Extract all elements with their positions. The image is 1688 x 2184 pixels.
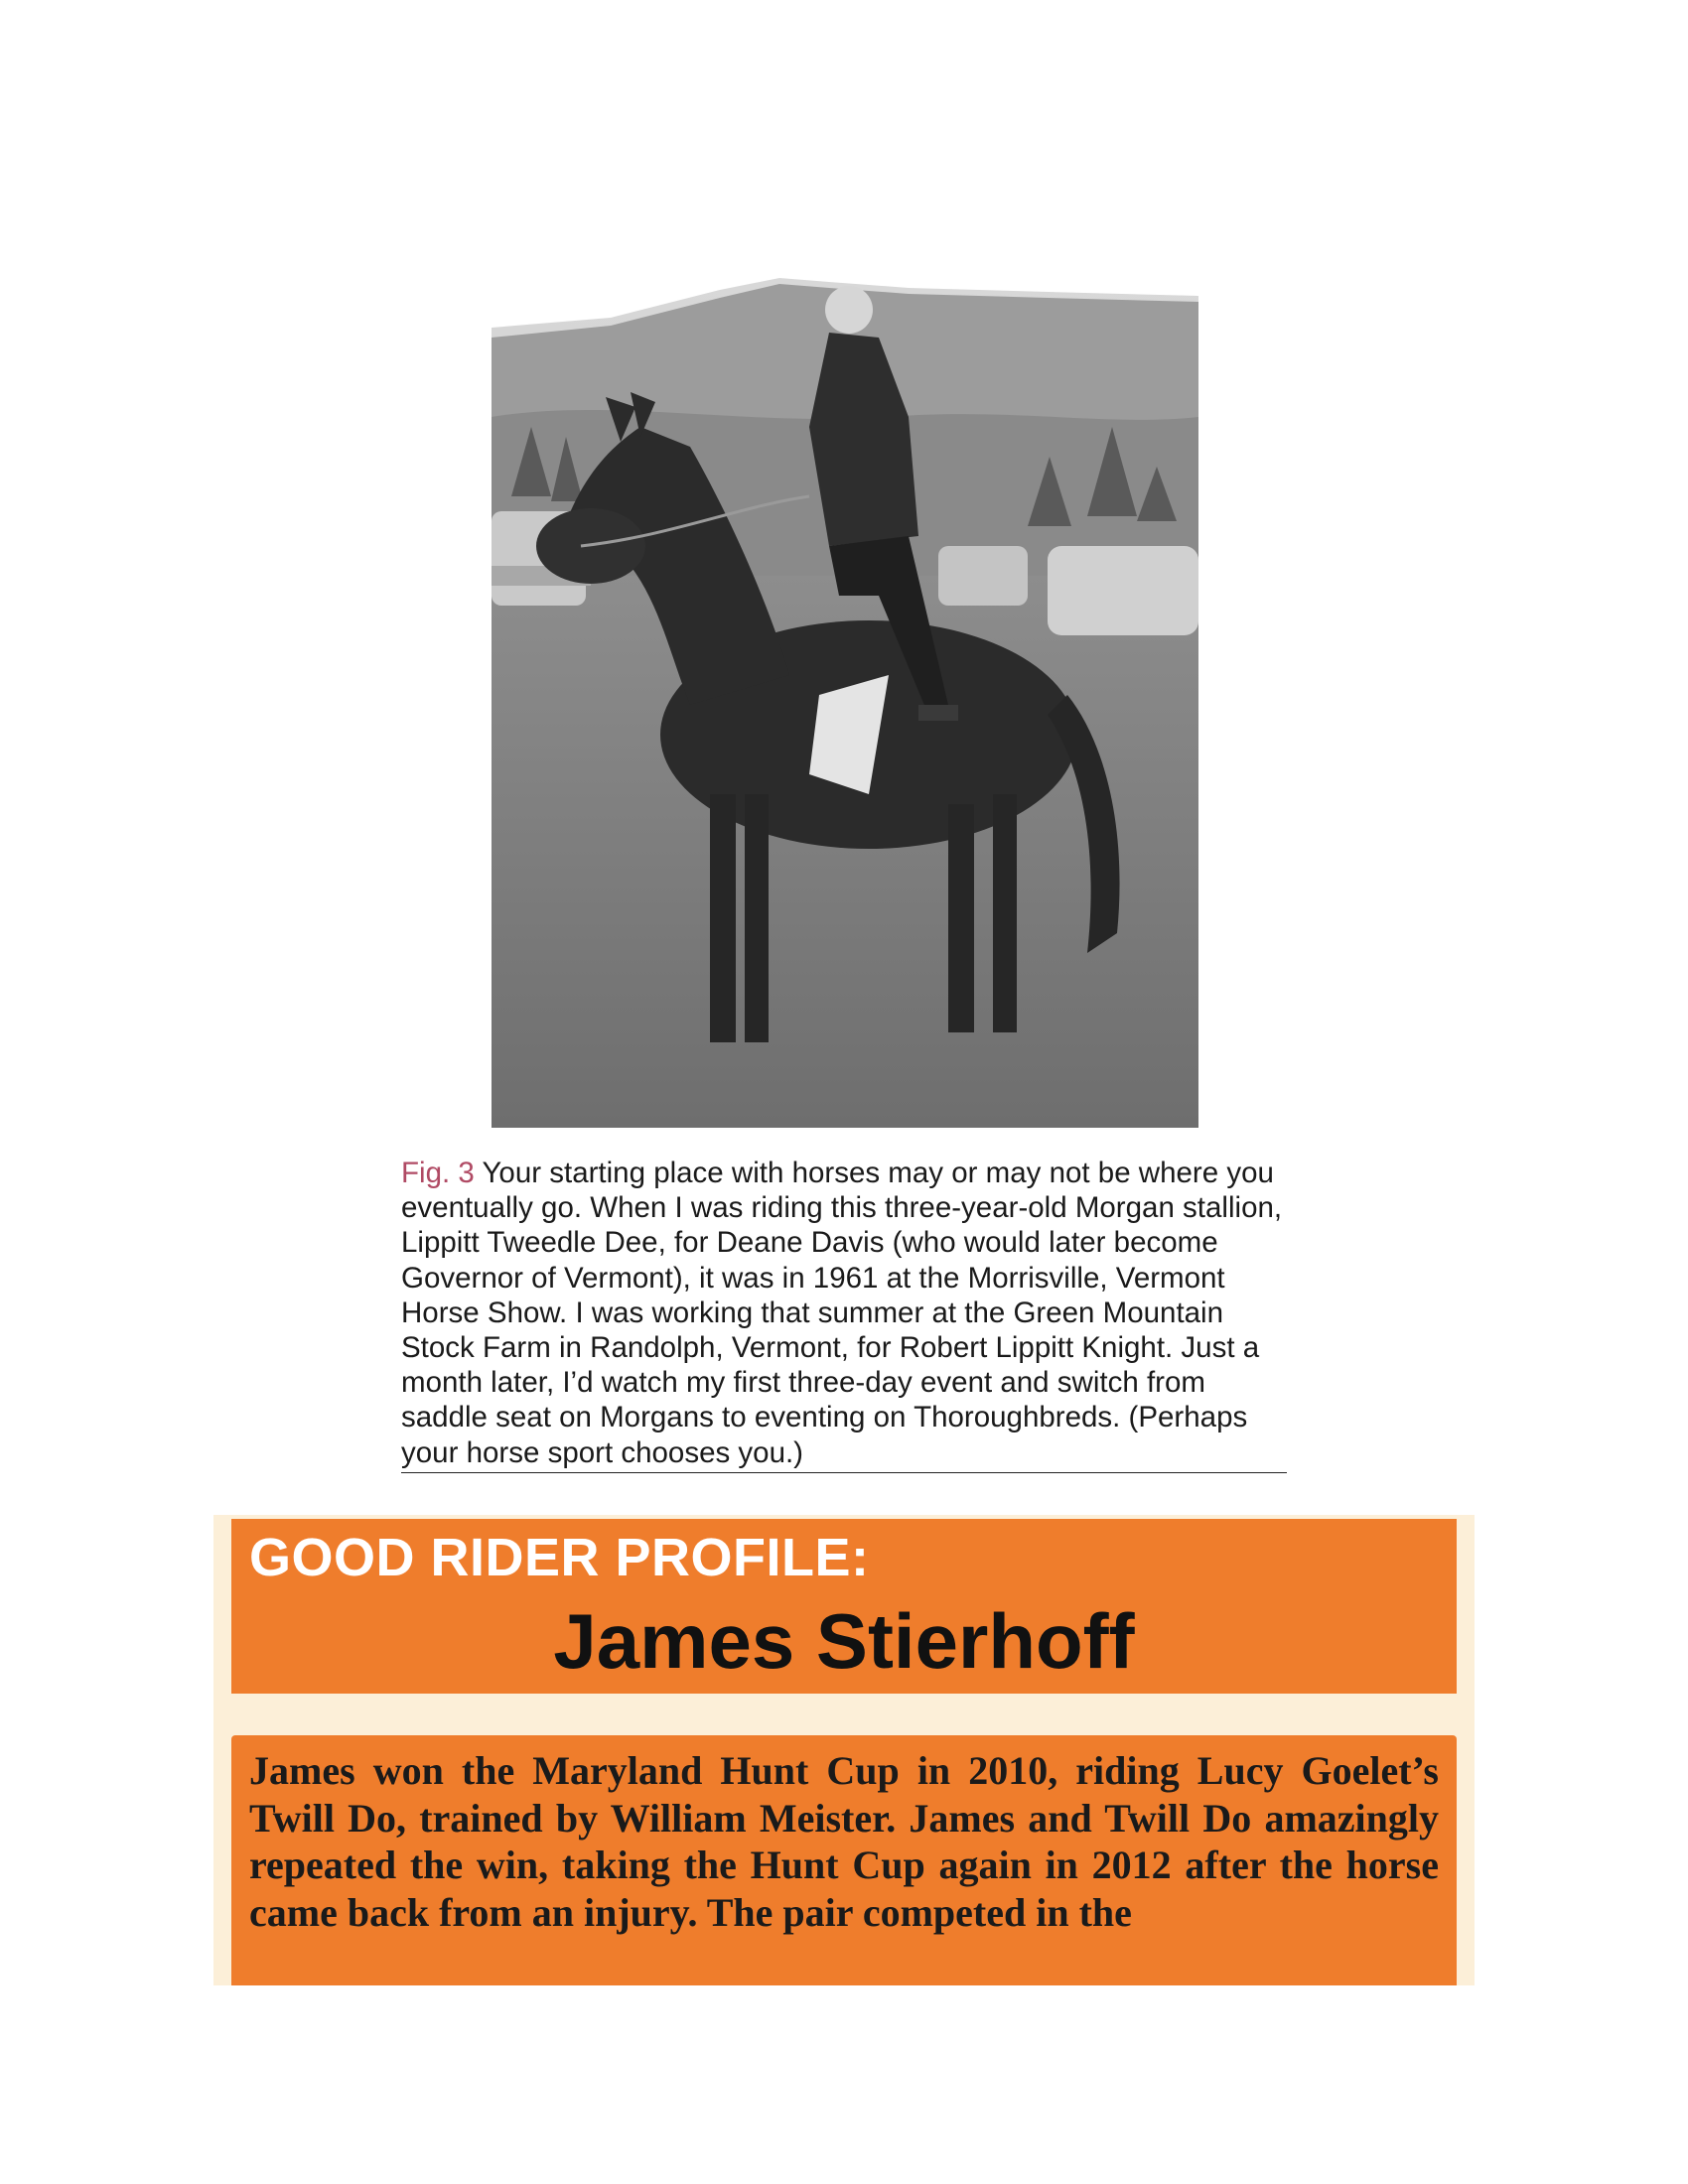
profile-header [231,1519,1457,1694]
profile-body-text: James won the Maryland Hunt Cup in 2010, riding Lucy Goelet’s Twill Do, trained by William Meister. James and Twill Do amazingly repeated the win, taking the Hunt Cup again in 2012 after the horse came back from an injury. The pair competed in the [249,1748,1439,1935]
horse-rider-photo [492,278,1198,1128]
figure-caption-text: Your starting place with horses may or may not be where you eventually go. When I was riding this three-year-old Morgan stallion, Lippitt Tweedle Dee, for Deane Davis (who would later become Governor of Vermont), it was in 1961 at the Morrisville, Vermont Horse Show. I was working that summer at the Green Mountain Stock Farm in Randolph, Vermont, for Robert Lippitt Knight. Just a month later, I’d watch my first three-day event and switch from saddle seat on Morgans to eventing on Thoroughbreds. (Perhaps your horse sport chooses you.) [401,1157,1283,1469]
figure-caption [401,1156,1287,1473]
profile-kicker: GOOD RIDER PROFILE: [249,1528,870,1587]
profile-name: James Stierhoff [553,1597,1135,1685]
profile-body-box [231,1735,1457,1985]
figure-label: Fig. 3 [401,1157,475,1189]
